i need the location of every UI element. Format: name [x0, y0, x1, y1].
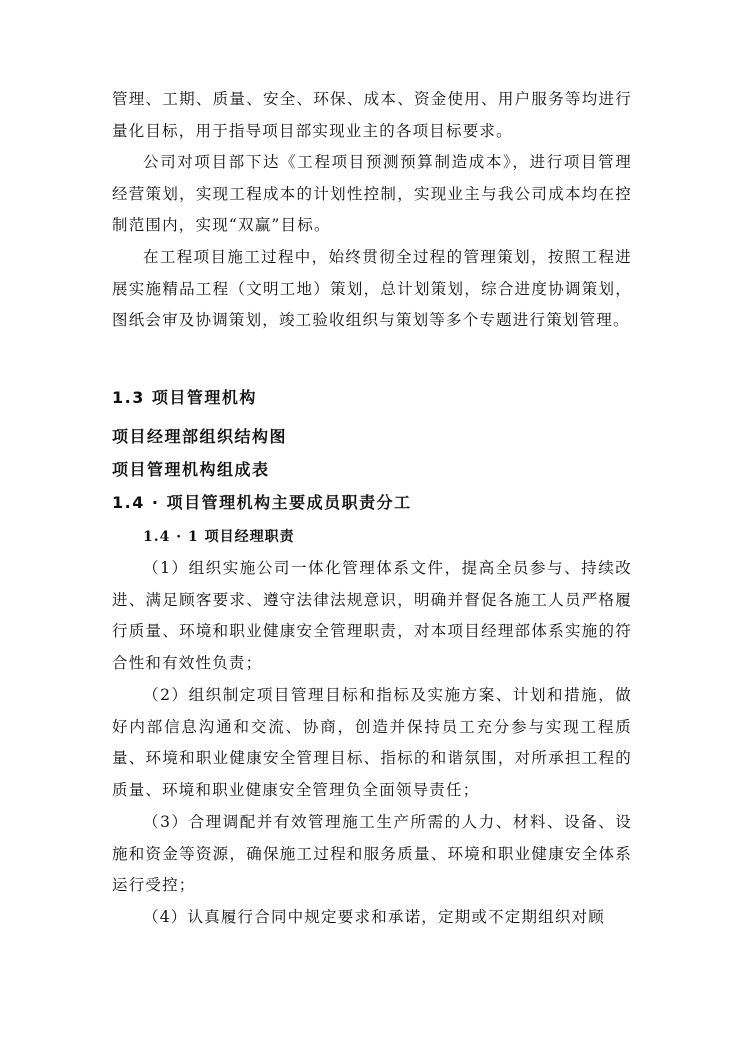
- paragraph-targets: 管理、工期、质量、安全、环保、成本、资金使用、用户服务等均进行量化目标，用于指导项目部实现业主的各项目标要求。: [112, 90, 632, 140]
- duty-item-1: （1）组织实施公司一体化管理体系文件，提高全员参与、持续改进、满足顾客要求、遵守法律法规意识，明确并督促各施工人员严格履行质量、环境和职业健康安全管理职责，对本项目经理部体系实施的符合性和有效性负责；: [112, 559, 632, 672]
- heading-org-table: 项目管理机构组成表: [112, 460, 270, 479]
- paragraph-process-planning: 在工程项目施工过程中，始终贯彻全过程的管理策划，按照工程进展实施精品工程（文明工地）策划，总计划策划，综合进度协调策划，图纸会审及协调策划，竣工验收组织与策划等多个专题进行策划管理。: [112, 248, 632, 329]
- paragraph-cost-planning: 公司对项目部下达《工程项目预测预算制造成本》，进行项目管理经营策划，实现工程成本的计划性控制，实现业主与我公司成本均在控制范围内，实现“双赢”目标。: [112, 153, 632, 234]
- heading-org-chart: 项目经理部组织结构图: [112, 427, 288, 446]
- duty-item-4: （4）认真履行合同中规定要求和承诺，定期或不定期组织对顾: [143, 908, 605, 926]
- section-heading-1-4: 1.4 · 项目管理机构主要成员职责分工: [112, 493, 412, 512]
- subsection-heading-1-4-1: 1.4 · 1 项目经理职责: [143, 529, 295, 545]
- duty-item-3: （3）合理调配并有效管理施工生产所需的人力、材料、设备、设施和资金等资源，确保施工过程和服务质量、环境和职业健康安全体系运行受控；: [112, 813, 632, 894]
- section-heading-1-3: 1.3 项目管理机构: [112, 388, 257, 407]
- duty-item-2: （2）组织制定项目管理目标和指标及实施方案、计划和措施，做好内部信息沟通和交流、协商，创造并保持员工充分参与实现工程质量、环境和职业健康安全管理目标、指标的和谐氛围，对所承担工程的质量、环境和职业健康安全管理负全面领导责任；: [112, 686, 632, 799]
